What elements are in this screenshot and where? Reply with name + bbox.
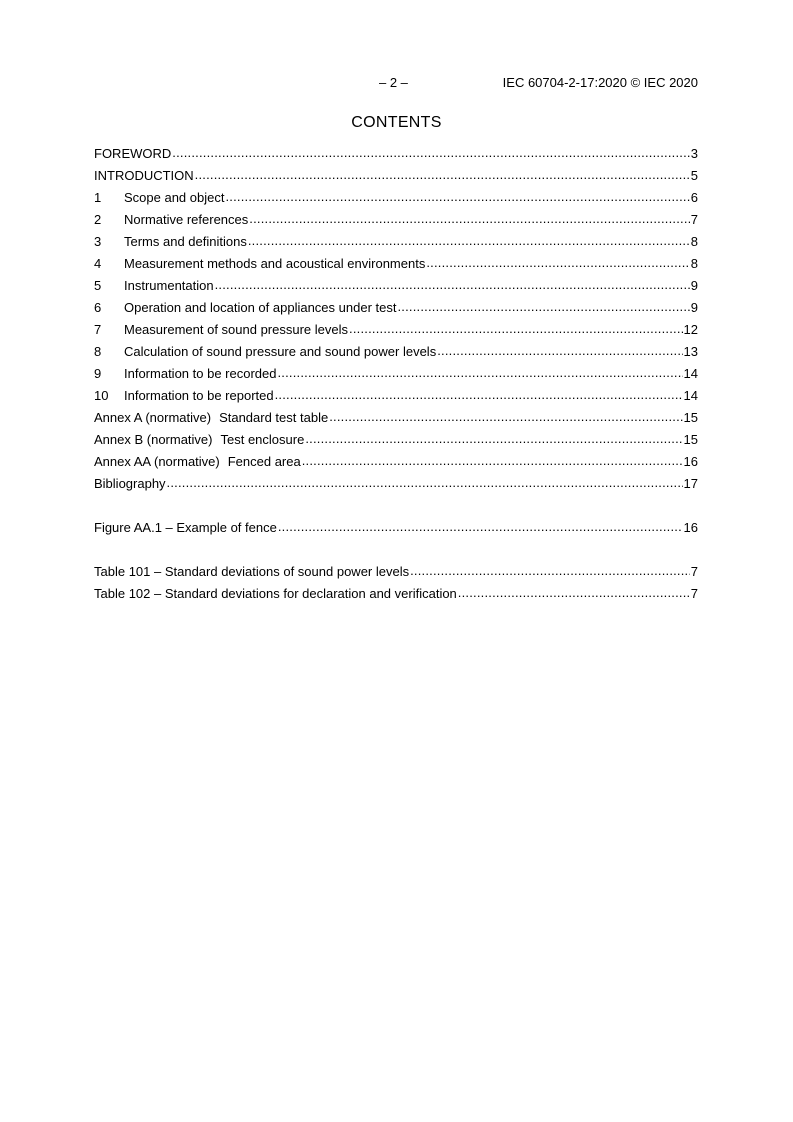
toc-entry-label: Normative references <box>124 212 249 227</box>
toc-entry-page: 9 <box>690 300 698 315</box>
toc-entry-number: 2 <box>94 212 102 227</box>
dot-leader <box>437 342 682 360</box>
list-of-figures-entry[interactable] <box>94 519 698 541</box>
toc-entry-bibliography[interactable] <box>94 475 698 497</box>
toc-entry-foreword[interactable] <box>94 145 698 167</box>
toc-entry-introduction[interactable] <box>94 167 698 189</box>
toc-entry-page: 12 <box>683 322 698 337</box>
toc-entry-number: 8 <box>94 344 102 359</box>
toc-entry-page: 14 <box>683 366 698 381</box>
toc-entry-label: Standard test table <box>219 410 329 425</box>
dot-leader <box>215 276 690 294</box>
table-of-contents <box>94 145 698 607</box>
toc-entry-label: Calculation of sound pressure and sound power levels <box>124 344 437 359</box>
toc-entry-label: Measurement of sound pressure levels <box>124 322 349 337</box>
dot-leader <box>249 210 689 228</box>
toc-entry-page: 17 <box>683 476 698 491</box>
dot-leader <box>195 166 690 184</box>
toc-entry-clause-8[interactable] <box>94 343 698 365</box>
toc-entry-number: 3 <box>94 234 102 249</box>
dot-leader <box>305 430 682 448</box>
toc-entry-page: 5 <box>690 168 698 183</box>
page-header <box>94 75 698 93</box>
list-of-tables-entry[interactable] <box>94 563 698 585</box>
toc-entry-clause-6[interactable] <box>94 299 698 321</box>
toc-entry-clause-2[interactable] <box>94 211 698 233</box>
toc-entry-page: 15 <box>683 432 698 447</box>
toc-entry-label: Measurement methods and acoustical environments <box>124 256 426 271</box>
toc-entry-page: 15 <box>683 410 698 425</box>
toc-entry-page: 9 <box>690 278 698 293</box>
list-of-tables-entry[interactable] <box>94 585 698 607</box>
toc-entry-label: Operation and location of appliances under test <box>124 300 397 315</box>
toc-entry-label: Scope and object <box>124 190 225 205</box>
toc-entry-page: 7 <box>690 212 698 227</box>
table-entry-label: Table 101 – Standard deviations of sound power levels <box>94 564 410 579</box>
toc-entry-number: 6 <box>94 300 102 315</box>
toc-entry-page: 8 <box>690 234 698 249</box>
section-spacer <box>94 541 698 563</box>
toc-entry-number: 10 <box>94 388 109 403</box>
toc-entry-clause-9[interactable] <box>94 365 698 387</box>
dot-leader <box>302 452 683 470</box>
dot-leader <box>172 144 689 162</box>
toc-entry-number: 7 <box>94 322 102 337</box>
dot-leader <box>225 188 689 206</box>
toc-entry-clause-5[interactable] <box>94 277 698 299</box>
dot-leader <box>426 254 689 272</box>
dot-leader <box>278 518 683 536</box>
dot-leader <box>248 232 690 250</box>
toc-entry-label: Instrumentation <box>124 278 214 293</box>
toc-entry-page: 8 <box>690 256 698 271</box>
toc-entry-label: Fenced area <box>227 454 301 469</box>
toc-entry-clause-10[interactable] <box>94 387 698 409</box>
toc-entry-page: 14 <box>683 388 698 403</box>
toc-entry-label: Test enclosure <box>220 432 305 447</box>
dot-leader <box>410 562 690 580</box>
toc-entry-page: 6 <box>690 190 698 205</box>
toc-entry-page: 16 <box>683 454 698 469</box>
dot-leader <box>329 408 682 426</box>
toc-entry-annex-prefix: Annex B (normative) <box>94 432 213 447</box>
toc-entry-label: FOREWORD <box>94 146 172 161</box>
page-number: – 2 – <box>379 75 408 90</box>
table-entry-label: Table 102 – Standard deviations for declaration and verification <box>94 586 457 601</box>
toc-entry-page: 13 <box>683 344 698 359</box>
toc-entry-label: Information to be reported <box>124 388 274 403</box>
toc-entry-number: 4 <box>94 256 102 271</box>
toc-entry-clause-1[interactable] <box>94 189 698 211</box>
document-id: IEC 60704-2-17:2020 © IEC 2020 <box>502 75 698 90</box>
figure-entry-label: Figure AA.1 – Example of fence <box>94 520 277 535</box>
toc-entry-clause-3[interactable] <box>94 233 698 255</box>
toc-entry-annex-prefix: Annex A (normative) <box>94 410 212 425</box>
toc-entry-number: 1 <box>94 190 102 205</box>
toc-entry-clause-4[interactable] <box>94 255 698 277</box>
table-entry-page: 7 <box>690 586 698 601</box>
toc-entry-number: 5 <box>94 278 102 293</box>
toc-entry-label: INTRODUCTION <box>94 168 194 183</box>
dot-leader <box>167 474 683 492</box>
toc-entry-annex-aa[interactable] <box>94 453 698 475</box>
toc-entry-label: Terms and definitions <box>124 234 247 249</box>
toc-entry-annex-b[interactable] <box>94 431 698 453</box>
toc-entry-label: Information to be recorded <box>124 366 277 381</box>
toc-entry-number: 9 <box>94 366 102 381</box>
page-title: CONTENTS <box>351 114 442 131</box>
section-spacer <box>94 497 698 519</box>
table-entry-page: 7 <box>690 564 698 579</box>
dot-leader <box>275 386 683 404</box>
toc-entry-annex-prefix: Annex AA (normative) <box>94 454 220 469</box>
dot-leader <box>397 298 689 316</box>
figure-entry-page: 16 <box>683 520 698 535</box>
toc-entry-page: 3 <box>690 146 698 161</box>
toc-entry-annex-a[interactable] <box>94 409 698 431</box>
toc-entry-label: Bibliography <box>94 476 166 491</box>
dot-leader <box>458 584 690 602</box>
toc-entry-clause-7[interactable] <box>94 321 698 343</box>
dot-leader <box>349 320 683 338</box>
dot-leader <box>277 364 682 382</box>
